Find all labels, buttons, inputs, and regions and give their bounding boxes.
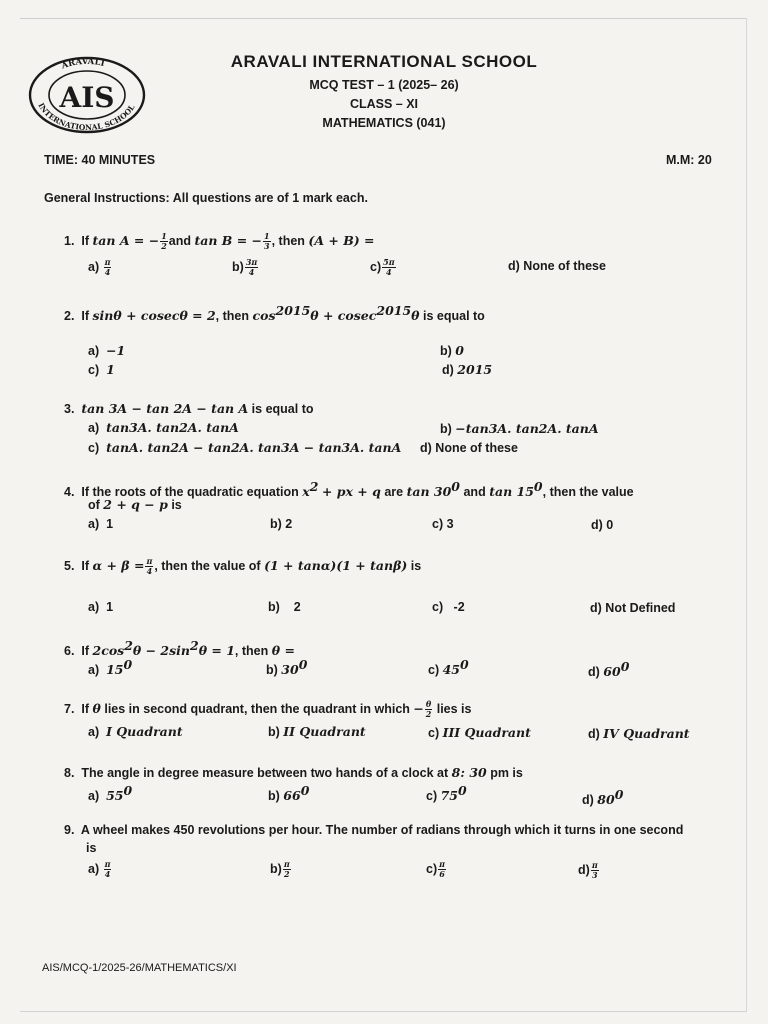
q9-option-d: d) $\frac{\pi}{3}$ bbox=[578, 860, 598, 880]
subject-label: MATHEMATICS (041) bbox=[322, 116, 446, 130]
q8-option-d: d) $80^0$ bbox=[582, 787, 624, 808]
q3-option-c: c) tanA. tan2A − tan2A. tan3A − tan3A. tanA bbox=[88, 440, 402, 455]
question-5: 5. If α + β = $\frac{\pi}{4}$ , then the value of (1 + tanα)(1 + tanβ) is bbox=[64, 556, 422, 576]
q6-option-c: c) $45^0$ bbox=[428, 657, 469, 678]
q8-option-c: c) $75^0$ bbox=[426, 783, 467, 804]
q6-option-d: d) $60^0$ bbox=[588, 659, 630, 680]
q9-option-a: a) $\frac{\pi}{4}$ bbox=[88, 859, 111, 879]
max-marks: M.M: 20 bbox=[666, 153, 712, 167]
question-8: 8. The angle in degree measure between two hands of a clock at 8: 30 pm is bbox=[64, 765, 523, 780]
q3-option-b: b) −tan3A. tan2A. tanA bbox=[440, 421, 599, 436]
q2-option-b: b) 0 bbox=[440, 343, 464, 358]
q2-option-d: d) 2015 bbox=[442, 362, 493, 377]
time-label: TIME: 40 MINUTES bbox=[44, 153, 156, 167]
q6-option-a: a) $15^0$ bbox=[88, 657, 133, 678]
q7-option-c: c) III Quadrant bbox=[428, 725, 531, 740]
q5-option-d: d) Not Defined bbox=[590, 601, 676, 615]
q2-option-c: c) 1 bbox=[88, 362, 115, 377]
q4-option-c: c) 3 bbox=[432, 517, 454, 531]
q3-option-a: a) tan3A. tan2A. tanA bbox=[88, 420, 239, 435]
q8-option-b: b) $66^0$ bbox=[268, 783, 310, 804]
q1-option-c: c) $\frac{5\pi}{4}$ bbox=[370, 257, 395, 277]
q2-option-a: a) −1 bbox=[88, 343, 126, 358]
q1-option-b: b) $\frac{3\pi}{4}$ bbox=[232, 257, 258, 277]
logo-monogram: AIS bbox=[59, 81, 115, 114]
q5-option-b: b) 2 bbox=[268, 600, 301, 614]
question-4-line2: of 2 + q − p is bbox=[88, 497, 182, 512]
class-label: CLASS – XI bbox=[349, 97, 419, 111]
question-3: 3. tan 3A − tan 2A − tan A is equal to bbox=[64, 401, 314, 416]
q5-option-a: a) 1 bbox=[88, 600, 114, 614]
paper-sheet bbox=[20, 18, 747, 1012]
q4-option-d: d) 0 bbox=[591, 518, 614, 532]
question-2: 2. If sinθ + cosecθ = 2, then $\cos^{2015}\theta + cosec^{2015}\theta$ is equal to bbox=[64, 303, 485, 324]
q5-option-c: c) -2 bbox=[432, 600, 465, 614]
q9-option-b: b) $\frac{\pi}{2}$ bbox=[270, 859, 290, 879]
question-1: 1. If tan A = − $\frac{1}{2}$ and tan B = − $\frac{1}{3}$ , then (A + B) = bbox=[64, 231, 375, 251]
question-4: 4. If the roots of the quadratic equation $x^2$ + px + q are $\tan 30^0$ and $\tan 15^0$, then the value bbox=[64, 479, 634, 500]
logo-top-text: ARAVALI bbox=[60, 56, 106, 72]
q4-option-a: a) 1 bbox=[88, 517, 114, 531]
q3-option-d: d) None of these bbox=[420, 441, 518, 455]
question-9-line2: is bbox=[86, 841, 97, 855]
q8-option-a: a) $55^0$ bbox=[88, 783, 133, 804]
question-9: 9. A wheel makes 450 revolutions per hour. The number of radians through which it turns in one second bbox=[64, 823, 684, 837]
q6-option-b: b) $30^0$ bbox=[266, 657, 308, 678]
q7-option-b: b) II Quadrant bbox=[268, 724, 366, 739]
q1-option-a: a) $\frac{\pi}{4}$ bbox=[88, 257, 111, 277]
question-6: 6. If $2\cos^2\theta - 2\sin^2\theta = 1$, then θ = bbox=[64, 638, 295, 659]
q7-option-a: a) I Quadrant bbox=[88, 724, 183, 739]
q4-option-b: b) 2 bbox=[270, 517, 293, 531]
school-name: ARAVALI INTERNATIONAL SCHOOL bbox=[230, 52, 538, 71]
q9-option-c: c) $\frac{\pi}{6}$ bbox=[426, 859, 445, 879]
question-7: 7. If θ lies in second quadrant, then the quadrant in which − $\frac{\theta}{2}$ lies is bbox=[64, 699, 472, 719]
footer-code: AIS/MCQ-1/2025-26/MATHEMATICS/XI bbox=[42, 962, 237, 974]
test-title: MCQ TEST – 1 (2025– 26) bbox=[309, 78, 459, 92]
logo-bottom-text: INTERNATIONAL SCHOOL bbox=[36, 101, 137, 133]
q7-option-d: d) IV Quadrant bbox=[588, 726, 690, 741]
general-instructions: General Instructions: All questions are of 1 mark each. bbox=[44, 191, 368, 205]
q1-option-d: d) None of these bbox=[508, 259, 606, 273]
